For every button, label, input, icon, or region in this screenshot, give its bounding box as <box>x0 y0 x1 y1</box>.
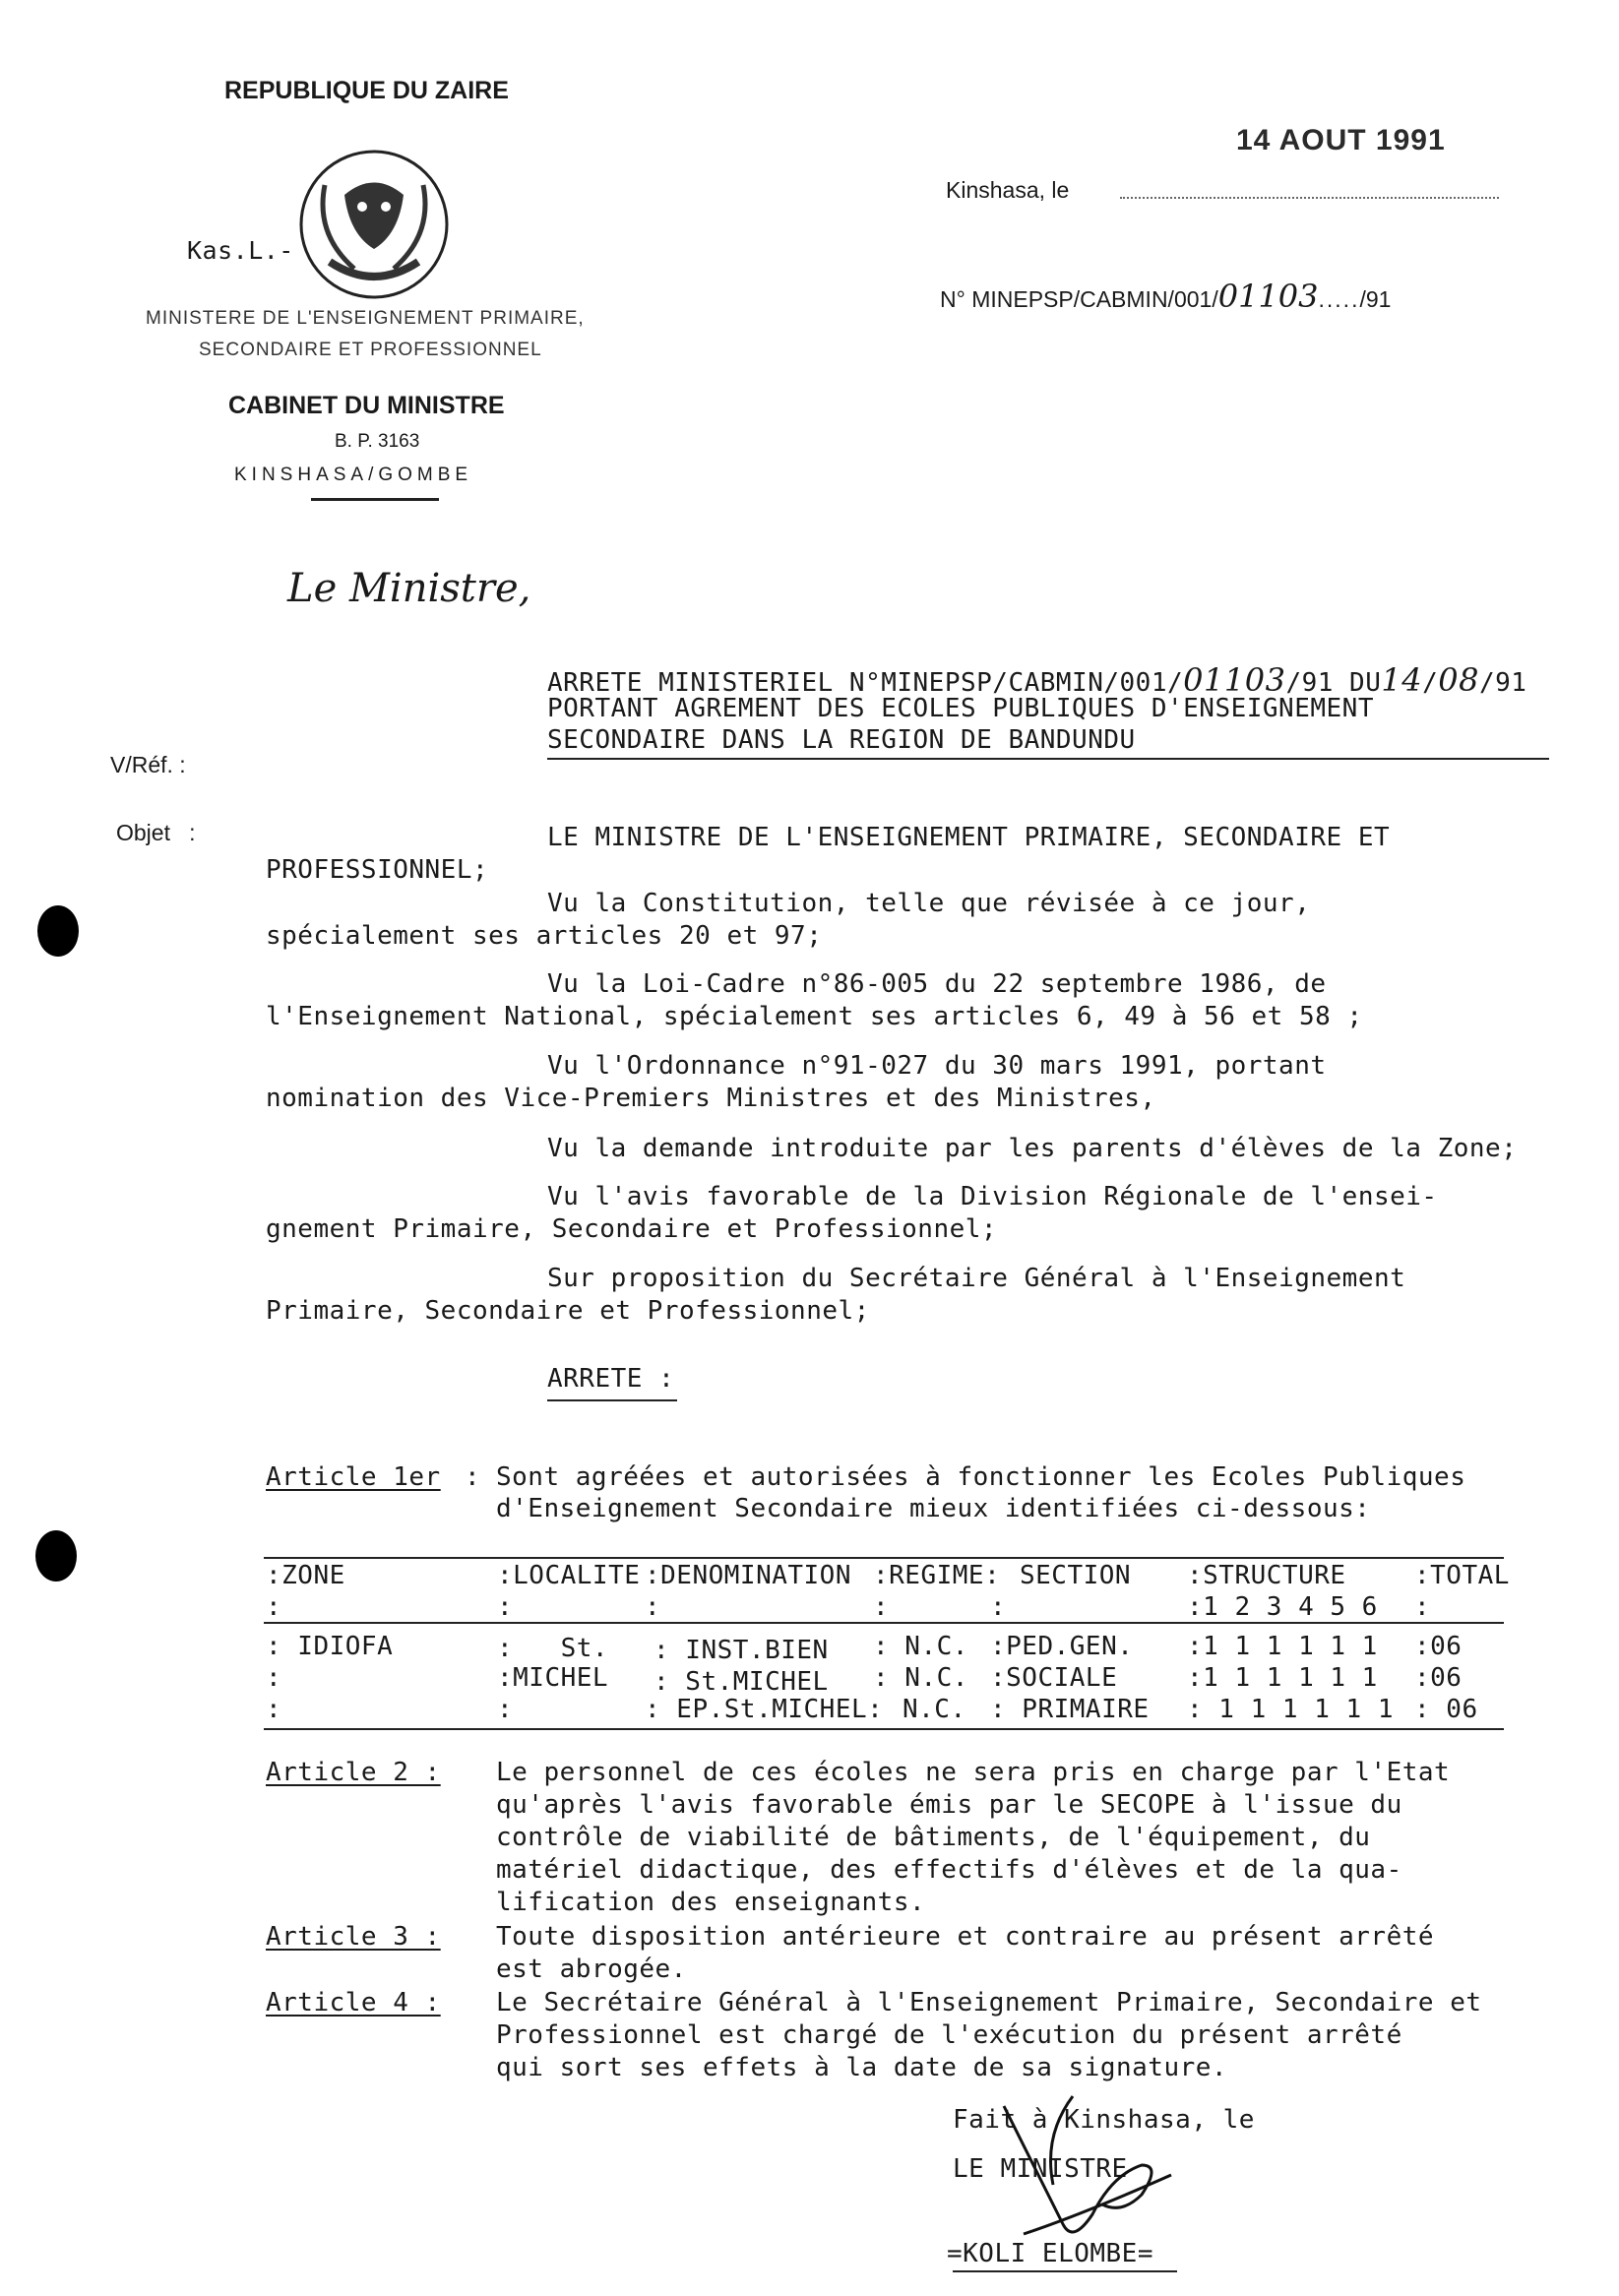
article-1-line-2: d'Enseignement Secondaire mieux identifiées ci-dessous: <box>496 1494 1371 1523</box>
row-0-zone: : IDIOFA <box>266 1632 394 1661</box>
sub-colon-section: : <box>990 1592 1007 1622</box>
reference-line <box>940 278 1391 315</box>
col-header-regime: :REGIME: <box>873 1561 1001 1590</box>
row-1-regime: : N.C. <box>873 1663 968 1693</box>
title-day: 14 <box>1381 661 1423 699</box>
sub-colon-denomination: : <box>645 1592 661 1622</box>
article-1-colon: : <box>465 1462 481 1492</box>
row-0-section: :PED.GEN. <box>990 1632 1134 1661</box>
title-sep: / <box>1422 668 1439 698</box>
preamble-1-rest: spécialement ses articles 20 et 97; <box>266 921 823 951</box>
article-2-line-5: lification des enseignants. <box>496 1888 926 1917</box>
arrete-underline <box>547 1399 677 1401</box>
row-1-zone: : <box>266 1663 282 1693</box>
row-0-localite: : St. <box>497 1634 609 1663</box>
preamble-1-first: Vu la Constitution, telle que révisée à ce jour, <box>547 889 1311 918</box>
objet-label: Objet : <box>116 820 196 845</box>
title-decree-number: 01103 <box>1183 661 1286 699</box>
preamble-5-first: Vu l'avis favorable de la Division Régionale de l'ensei- <box>547 1182 1438 1211</box>
minister-name: =KOLI ELOMBE= <box>947 2239 1153 2268</box>
col-header-localite: :LOCALITE <box>497 1561 641 1590</box>
sub-colon-zone: : <box>266 1592 282 1622</box>
article-3-line-1: Toute disposition antérieure et contraire au présent arrêté <box>496 1922 1435 1952</box>
place-date-label: Kinshasa, le <box>946 177 1070 203</box>
title-prefix: ARRETE MINISTERIEL N°MINEPSP/CABMIN/001/ <box>547 668 1184 698</box>
table-top-rule <box>264 1557 1504 1559</box>
row-1-denomination: : St.MICHEL <box>654 1667 829 1697</box>
vref-label: V/Réf. : <box>110 752 186 777</box>
table-header-rule <box>264 1622 1504 1624</box>
article-2-line-3: contrôle de viabilité de bâtiments, de l'équipement, du <box>496 1823 1371 1852</box>
article-4-label: Article 4 : <box>266 1988 441 2017</box>
punch-hole-top <box>37 905 79 957</box>
arrete-label: ARRETE : <box>547 1364 675 1394</box>
article-1-line-1: Sont agréées et autorisées à fonctionner les Ecoles Publiques <box>496 1462 1466 1492</box>
preamble-2-rest: l'Enseignement National, spécialement ses articles 6, 49 à 56 et 58 ; <box>266 1002 1363 1031</box>
reference-number: 01103 <box>1217 278 1319 315</box>
cabinet-heading: CABINET DU MINISTRE <box>228 392 505 419</box>
signature-place: Fait à Kinshasa, le <box>953 2105 1255 2135</box>
reference-suffix: /91 <box>1359 286 1392 312</box>
article-3-line-2: est abrogée. <box>496 1955 687 1984</box>
row-2-denomination: : EP.St.MICHEL: <box>645 1695 884 1724</box>
article-3-label: Article 3 : <box>266 1922 441 1952</box>
sub-colon-total: : <box>1414 1592 1431 1622</box>
preamble-6-first: Sur proposition du Secrétaire Général à l'Enseignement <box>547 1264 1406 1293</box>
row-0-structure: :1 1 1 1 1 1 <box>1187 1632 1378 1661</box>
row-2-localite: : <box>497 1695 514 1724</box>
minister-name-underline <box>953 2270 1177 2272</box>
sub-colon-localite: : <box>497 1592 514 1622</box>
row-2-section: : PRIMAIRE <box>990 1695 1150 1724</box>
row-0-regime: : N.C. <box>873 1632 968 1661</box>
postal-box: B. P. 3163 <box>335 431 420 452</box>
table-bottom-rule <box>264 1728 1504 1730</box>
ministry-line-2: SECONDAIRE ET PROFESSIONNEL <box>199 340 542 360</box>
article-2-line-4: matériel didactique, des effectifs d'élèves et de la qua- <box>496 1855 1402 1885</box>
row-1-section: :SOCIALE <box>990 1663 1118 1693</box>
sub-colon-regime: : <box>873 1592 890 1622</box>
article-1-label: Article 1er <box>266 1462 441 1492</box>
col-header-zone: :ZONE <box>266 1561 345 1590</box>
signature-title: LE MINISTRE <box>953 2154 1128 2184</box>
preamble-5-rest: gnement Primaire, Secondaire et Professionnel; <box>266 1214 998 1244</box>
reference-dots: ..... <box>1318 286 1360 312</box>
city-line: KINSHASA/GOMBE <box>234 465 473 485</box>
row-0-total: :06 <box>1414 1632 1463 1661</box>
row-2-structure: : 1 1 1 1 1 1 <box>1187 1695 1394 1724</box>
row-1-localite: :MICHEL <box>497 1663 609 1693</box>
signatory-heading: Le Ministre, <box>287 566 531 611</box>
date-dotted-line <box>1120 197 1499 199</box>
preamble-3-rest: nomination des Vice-Premiers Ministres et des Ministres, <box>266 1084 1156 1113</box>
article-4-line-3: qui sort ses effets à la date de sa signature. <box>496 2053 1228 2082</box>
date-stamp: 14 AOUT 1991 <box>1236 124 1446 156</box>
decree-title-line-3: SECONDAIRE DANS LA REGION DE BANDUNDU <box>547 725 1136 755</box>
col-header-structure: :STRUCTURE <box>1187 1561 1346 1590</box>
row-1-total: :06 <box>1414 1663 1463 1693</box>
republic-heading: REPUBLIQUE DU ZAIRE <box>224 77 509 104</box>
row-2-zone: : <box>266 1695 282 1724</box>
preamble-4-first: Vu la demande introduite par les parents d'élèves de la Zone; <box>547 1134 1518 1163</box>
article-4-line-2: Professionnel est chargé de l'exécution du présent arrêté <box>496 2020 1402 2050</box>
punch-hole-bottom <box>35 1530 77 1582</box>
title-suffix: /91 <box>1478 668 1527 698</box>
preamble-3-first: Vu l'Ordonnance n°91-027 du 30 mars 1991, portant <box>547 1051 1327 1081</box>
preamble-0-rest: PROFESSIONNEL; <box>266 855 489 885</box>
title-underline <box>547 758 1549 760</box>
reference-prefix: N° MINEPSP/CABMIN/001/ <box>940 286 1218 312</box>
preamble-6-rest: Primaire, Secondaire et Professionnel; <box>266 1296 870 1326</box>
title-month: 08 <box>1438 661 1479 699</box>
preamble-2-first: Vu la Loi-Cadre n°86-005 du 22 septembre 1986, de <box>547 969 1327 999</box>
preamble-0-first: LE MINISTRE DE L'ENSEIGNEMENT PRIMAIRE, SECONDAIRE ET <box>547 823 1391 852</box>
article-2-line-2: qu'après l'avis favorable émis par le SECOPE à l'issue du <box>496 1790 1402 1820</box>
city-underline <box>311 498 439 501</box>
article-4-line-1: Le Secrétaire Général à l'Enseignement Primaire, Secondaire et <box>496 1988 1482 2017</box>
article-2-line-1: Le personnel de ces écoles ne sera pris en charge par l'Etat <box>496 1758 1451 1787</box>
row-0-denomination: : INST.BIEN <box>654 1636 829 1665</box>
structure-subheader: :1 2 3 4 5 6 <box>1187 1592 1378 1622</box>
row-2-regime: N.C. <box>903 1695 966 1724</box>
handwritten-signature <box>984 2086 1220 2264</box>
row-2-total: : 06 <box>1414 1695 1478 1724</box>
row-1-structure: :1 1 1 1 1 1 <box>1187 1663 1378 1693</box>
article-2-label: Article 2 : <box>266 1758 441 1787</box>
decree-title-line-2: PORTANT AGREMENT DES ECOLES PUBLIQUES D'ENSEIGNEMENT <box>547 694 1374 723</box>
internal-ref-code: Kas.L.- <box>187 236 294 265</box>
ministry-line-1: MINISTERE DE L'ENSEIGNEMENT PRIMAIRE, <box>146 308 585 329</box>
national-seal-emblem <box>285 146 463 303</box>
col-header-denomination: :DENOMINATION <box>645 1561 851 1590</box>
col-header-total: :TOTAL <box>1414 1561 1510 1590</box>
title-mid: /91 DU <box>1285 668 1382 698</box>
col-header-section: SECTION <box>1020 1561 1132 1590</box>
